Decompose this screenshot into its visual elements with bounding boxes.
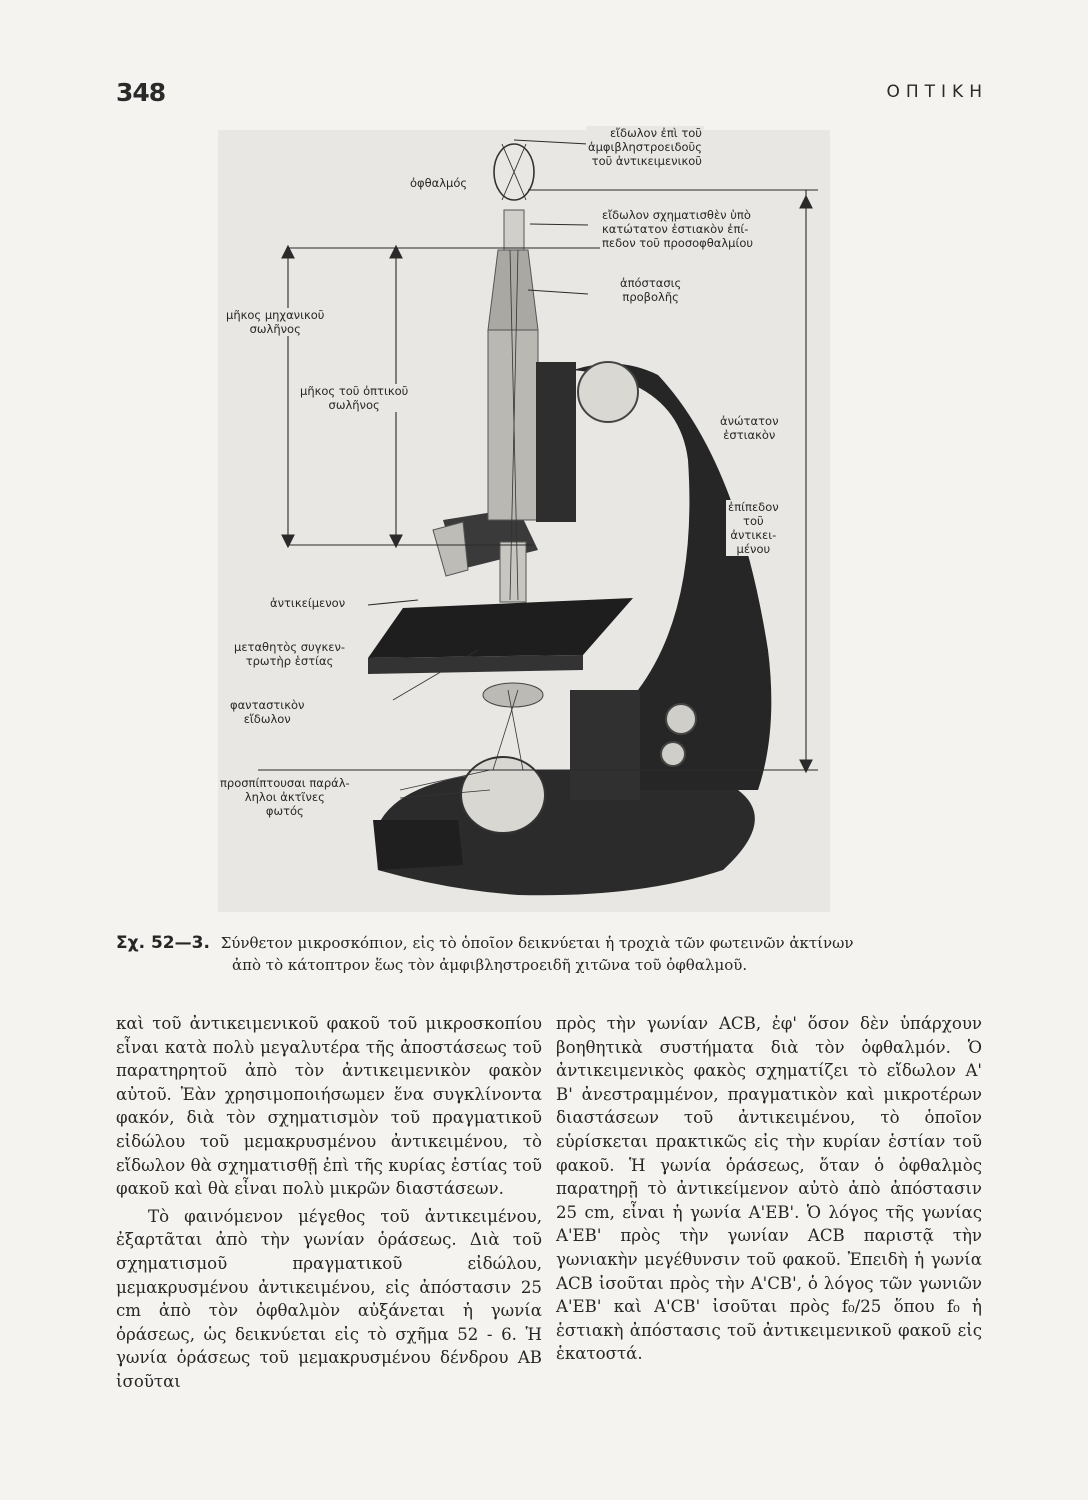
eyepiece <box>504 210 524 250</box>
caption-number: Σχ. 52—3. <box>116 933 210 953</box>
fine-focus-knob <box>666 704 696 734</box>
body-tube-lower <box>488 330 538 520</box>
page-number: 348 <box>116 78 166 107</box>
label-parallel-rays: προσπίπτουσαι παράλ- ληλοι ἀκτῖνες φωτός <box>220 776 350 818</box>
objective-angled <box>433 522 468 576</box>
label-image-on-retina: εἴδωλον ἐπὶ τοῦ ἀμφιβληστροειδοῦς τοῦ ἀντικειμενικοῦ <box>588 126 702 168</box>
running-title: ΟΠΤΙΚΗ <box>886 82 988 102</box>
label-movable-condenser: μεταθητὸς συγκεν- τρωτὴρ ἑστίας <box>234 640 346 668</box>
stage-edge <box>368 655 583 674</box>
objective-lens <box>500 542 526 602</box>
label-image-by-objective: εἴδωλον σχηματισθὲν ὑπὸ κατώτατον ἑστιακὸν ἐπί- πεδον τοῦ προσοφθαλμίου <box>602 208 754 250</box>
condenser <box>483 683 543 707</box>
label-object: ἀντικείμενον <box>270 596 346 610</box>
base-left-foot <box>373 820 463 870</box>
microscope-figure <box>218 126 830 912</box>
label-virtual-image: φανταστικὸν εἴδωλον <box>230 698 305 726</box>
label-eye: ὀφθαλμός <box>410 176 468 190</box>
label-projection-distance: ἀπόστασις προβολῆς <box>620 276 682 304</box>
label-optical-tube-length: μῆκος τοῦ ὀπτικοῦ σωλῆνος <box>300 384 409 412</box>
paragraph: καὶ τοῦ ἀντικειμενικοῦ φακοῦ τοῦ μικροσκοπίου εἶναι κατὰ πολὺ μεγαλυτέρα τῆς ἀποστάσεως τοῦ παρατηρητοῦ ἀπὸ τὸν ἀντικειμενικὸν φακὸν αὐτοῦ. Ἐὰν χρησιμοποιήσωμεν ἕνα συγκλίνοντα φακόν, διὰ τὸν σχηματισμὸν τοῦ πραγματικοῦ εἰδώλου τοῦ μεμακρυσμένου ἀντικειμένου, τὸ εἴδωλον θὰ σχηματισθῇ ἐπὶ τῆς κυρίας ἑστίας τοῦ φακοῦ καὶ θὰ εἶναι πολὺ μικρῶν διαστάσεων. <box>116 1014 542 1199</box>
coarse-focus-knob <box>578 362 638 422</box>
figure-caption <box>116 932 986 976</box>
microscope-pillar <box>570 690 640 800</box>
label-object-plane: ἐπίπεδον τοῦ ἀντικει- μένου <box>728 500 779 556</box>
rack-housing <box>536 362 576 522</box>
microscope-stage <box>368 598 633 658</box>
caption-line-2: ἀπὸ τὸ κάτοπτρον ἕως τὸν ἀμφιβληστροειδῆ χιτῶνα τοῦ ὀφθαλμοῦ. <box>232 956 748 974</box>
paragraph: Τὸ φαινόμενον μέγεθος τοῦ ἀντικειμένου, ἐξαρτᾶται ἀπὸ τὴν γωνίαν ὁράσεως. Διὰ τοῦ σχηματισμοῦ πραγματικοῦ εἰδώλου, μεμακρυσμένου ἀντικειμένου, εἰς ἀπόστασιν 25 cm ἀπὸ τὸν ὀφθαλμὸν αὐξάνεται ἡ γωνία ὁράσεως, ὡς δεικνύεται εἰς τὸ σχῆμα 52 - 6. Ἡ γωνία ὁράσεως τοῦ μεμακρυσμένου δένδρου AB ἰσοῦται <box>116 1206 542 1391</box>
caption-line-1: Σύνθετον μικροσκόπιον, εἰς τὸ ὁποῖον δεικνύεται ἡ τροχιὰ τῶν φωτεινῶν ἀκτίνων <box>220 934 854 952</box>
fine-focus-knob-2 <box>661 742 685 766</box>
mirror <box>461 757 545 833</box>
text-column-left <box>116 1012 542 1394</box>
text-column-right <box>556 1012 982 1366</box>
label-upper-focal: ἀνώτατον ἑστιακὸν <box>720 414 779 442</box>
paragraph: πρὸς τὴν γωνίαν ACB, ἐφ' ὅσον δὲν ὑπάρχουν βοηθητικὰ συστήματα διὰ τὸν ὀφθαλμόν. Ὁ ἀντικειμενικὸς φακὸς σχηματίζει τὸ εἴδωλον A' B' ἀνεστραμμένον, πραγματικὸν καὶ μικροτέρων διαστάσεων τοῦ ἀντικειμένου, τὸ ὁποῖον εὑρίσκεται πρακτικῶς εἰς τὴν κυρίαν ἑστίαν τοῦ φακοῦ. Ἡ γωνία ὁράσεως, ὅταν ὁ ὀφθαλμὸς παρατηρῇ τὸ ἀντικείμενον αὐτὸ ἀπὸ ἀπόστασιν 25 cm, εἶναι ἡ γωνία A'EB'. Ὁ λόγος τῆς γωνίας A'EB' πρὸς τὴν γωνίαν ACB παριστᾷ τὴν γωνιακὴν μεγέθυνσιν τοῦ φακοῦ. Ἐπειδὴ ἡ γωνία ACB ἰσοῦται πρὸς τὴν A'CB', ὁ λόγος τῶν γωνιῶν A'EB' καὶ A'CB' ἰσοῦται πρὸς f₀/25 ὅπου f₀ ἡ ἑστιακὴ ἀπόστασις τοῦ ἀντικειμενικοῦ φακοῦ εἰς ἑκατοστά. <box>556 1014 982 1364</box>
label-mechanical-tube-length: μῆκος μηχανικοῦ σωλῆνος <box>226 308 325 336</box>
